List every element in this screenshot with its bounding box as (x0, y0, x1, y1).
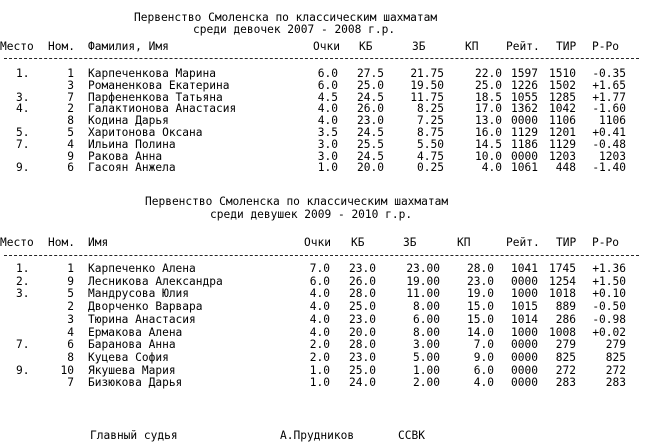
cell-name: Карпеченко Алена (88, 262, 196, 275)
cell-tir: 1510 (549, 67, 576, 80)
cell-points: 3.0 (317, 149, 338, 163)
cell-zb: 5.50 (417, 137, 444, 151)
cell-rro: -0.98 (592, 312, 626, 326)
cell-num: 5 (67, 287, 74, 301)
header-place: Место (0, 40, 34, 53)
cell-rating: 1014 (511, 312, 538, 326)
cell-tir: 1106 (549, 114, 576, 128)
cell-kp: 4.0 (481, 161, 502, 175)
cell-rro: +1.36 (592, 262, 626, 275)
cell-num: 8 (67, 114, 74, 128)
cell-points: 4.0 (309, 287, 330, 301)
table2-divider (4, 255, 639, 256)
cell-rro: 1106 (599, 114, 626, 128)
cell-kp: 10.0 (475, 149, 502, 163)
cell-name: Дворченко Варвара (88, 300, 203, 314)
cell-place: 1. (16, 67, 30, 80)
cell-num: 10 (60, 363, 74, 377)
cell-rating: 0000 (511, 338, 538, 352)
cell-num: 7 (67, 90, 74, 104)
cell-num: 6 (67, 338, 74, 352)
cell-rating: 0000 (511, 114, 538, 128)
cell-points: 4.0 (309, 312, 330, 326)
cell-place: 9. (16, 363, 30, 377)
cell-zb: 5.00 (413, 350, 440, 364)
cell-rro: -0.35 (592, 67, 626, 80)
header-zb: ЗБ (403, 236, 417, 249)
cell-zb: 23.00 (406, 262, 440, 275)
cell-num: 2 (67, 102, 74, 116)
cell-tir: 1745 (549, 262, 576, 275)
cell-zb: 0.25 (417, 161, 444, 175)
cell-rating: 1129 (511, 126, 538, 139)
cell-kb: 26.0 (357, 102, 384, 116)
cell-name: Парфененкова Татьяна (88, 90, 223, 104)
cell-kp: 15.0 (467, 312, 494, 326)
cell-zb: 3.00 (413, 338, 440, 352)
cell-points: 1.0 (309, 376, 330, 390)
cell-name: Ермакова Алена (88, 325, 183, 339)
cell-kp: 14.5 (475, 137, 502, 151)
cell-name: Мандрусова Юлия (88, 287, 190, 301)
cell-tir: 1254 (549, 274, 576, 288)
cell-rating: 1041 (511, 262, 538, 275)
cell-num: 9 (67, 274, 74, 288)
table1-divider (4, 58, 639, 59)
cell-num: 1 (67, 67, 74, 80)
cell-points: 6.0 (317, 78, 338, 92)
cell-zb: 19.00 (406, 274, 440, 288)
cell-zb: 6.00 (413, 312, 440, 326)
cell-kb: 25.0 (349, 300, 376, 314)
cell-kb: 23.0 (349, 262, 376, 275)
cell-zb: 19.50 (410, 78, 444, 92)
header-kb: КБ (359, 40, 373, 53)
cell-kp: 16.0 (475, 126, 502, 139)
cell-name: Ракова Анна (88, 149, 163, 163)
cell-name: Лесникова Александра (88, 274, 223, 288)
cell-place: 2. (16, 274, 30, 288)
cell-num: 6 (67, 161, 74, 175)
table-row (0, 126, 647, 137)
cell-rating: 1186 (511, 137, 538, 151)
cell-points: 4.0 (309, 300, 330, 314)
table2-title-line2: среди девушек 2009 - 2010 г.р. (210, 208, 413, 221)
cell-tir: 1285 (549, 90, 576, 104)
cell-points: 4.0 (317, 102, 338, 116)
cell-kp: 15.0 (467, 300, 494, 314)
cell-rating: 1000 (511, 287, 538, 301)
cell-points: 3.0 (317, 137, 338, 151)
header-points: Очки (313, 40, 340, 53)
cell-zb: 8.25 (417, 102, 444, 116)
cell-rro: +1.77 (592, 90, 626, 104)
table-row (0, 161, 647, 175)
cell-zb: 11.00 (406, 287, 440, 301)
cell-num: 7 (67, 376, 74, 390)
cell-points: 4.5 (317, 90, 338, 104)
cell-place: 1. (16, 262, 30, 275)
cell-num: 4 (67, 325, 74, 339)
cell-kp: 14.0 (467, 325, 494, 339)
cell-kb: 28.0 (349, 338, 376, 352)
cell-rro: 825 (605, 350, 626, 364)
cell-tir: 825 (555, 350, 576, 364)
table-row (0, 300, 647, 314)
cell-num: 3 (67, 312, 74, 326)
cell-kb: 24.5 (357, 90, 384, 104)
cell-kp: 9.0 (473, 350, 494, 364)
cell-zb: 8.00 (413, 300, 440, 314)
header-points: Очки (304, 236, 331, 249)
cell-tir: 1008 (549, 325, 576, 339)
cell-kb: 25.5 (357, 137, 384, 151)
footer-judge-label: Главный судья (90, 429, 178, 442)
header-rating: Рейт. (506, 236, 540, 249)
cell-kb: 23.0 (349, 350, 376, 364)
table-row (0, 338, 647, 352)
cell-kp: 7.0 (473, 338, 494, 352)
cell-kb: 23.0 (349, 312, 376, 326)
cell-rating: 0000 (511, 363, 538, 377)
cell-rating: 1000 (511, 325, 538, 339)
table-row (0, 262, 647, 273)
footer-judge-name: А.Прудников (280, 429, 355, 442)
cell-tir: 1018 (549, 287, 576, 301)
cell-place: 4. (16, 102, 30, 116)
table-row (0, 102, 647, 116)
cell-name: Галактионова Анастасия (88, 102, 237, 116)
cell-rro: +1.65 (592, 78, 626, 92)
header-name: Фамилия, Имя (88, 40, 169, 53)
cell-name: Бизюкова Дарья (88, 376, 183, 390)
header-zb: ЗБ (412, 40, 426, 53)
cell-kp: 13.0 (475, 114, 502, 128)
cell-rro: +0.10 (592, 287, 626, 301)
cell-points: 7.0 (309, 262, 330, 275)
cell-name: Карпеченкова Марина (88, 67, 216, 80)
cell-tir: 1203 (549, 149, 576, 163)
cell-num: 5 (67, 126, 74, 139)
cell-zb: 8.75 (417, 126, 444, 139)
cell-rro: 1203 (599, 149, 626, 163)
header-place: Место (0, 236, 34, 249)
cell-place: 3. (16, 287, 30, 301)
cell-points: 1.0 (317, 161, 338, 175)
cell-place: 7. (16, 137, 30, 151)
cell-kb: 24.5 (357, 126, 384, 139)
cell-rro: 279 (605, 338, 626, 352)
cell-points: 4.0 (309, 325, 330, 339)
table-row (0, 138, 647, 149)
cell-rro: +0.02 (592, 325, 626, 339)
cell-kb: 28.0 (349, 287, 376, 301)
table-row (0, 364, 647, 375)
table-row (0, 79, 647, 90)
table2-title-line1: Первенство Смоленска по классическим шахматам (145, 195, 449, 208)
cell-points: 2.0 (309, 338, 330, 352)
cell-place: 5. (16, 126, 30, 139)
cell-rating: 0000 (511, 149, 538, 163)
cell-rating: 1061 (511, 161, 538, 175)
cell-zb: 21.75 (410, 67, 444, 80)
cell-rating: 1597 (511, 67, 538, 80)
cell-rro: -0.50 (592, 300, 626, 314)
table2-header-row (0, 236, 647, 247)
table-row (0, 287, 647, 301)
cell-place: 9. (16, 161, 30, 175)
cell-points: 4.0 (317, 114, 338, 128)
cell-name: Куцева София (88, 350, 169, 364)
cell-rro: 283 (605, 376, 626, 390)
header-num: Ном. (48, 236, 75, 249)
cell-rating: 0000 (511, 274, 538, 288)
table-row (0, 91, 647, 102)
cell-rating: 1015 (511, 300, 538, 314)
header-name: Имя (88, 236, 109, 249)
cell-name: Кодина Дарья (88, 114, 169, 128)
cell-place: 3. (16, 90, 30, 104)
table-row (0, 275, 647, 286)
cell-kb: 24.5 (357, 149, 384, 163)
cell-tir: 1129 (549, 137, 576, 151)
cell-rating: 1055 (511, 90, 538, 104)
table1-title-line2: среди девочек 2007 - 2008 г.р. (193, 23, 396, 36)
cell-points: 6.0 (317, 67, 338, 80)
cell-kp: 22.0 (475, 67, 502, 80)
cell-tir: 448 (555, 161, 576, 175)
cell-tir: 279 (555, 338, 576, 352)
cell-tir: 1201 (549, 126, 576, 139)
cell-rro: +1.50 (592, 274, 626, 288)
cell-num: 4 (67, 137, 74, 151)
cell-tir: 889 (555, 300, 576, 314)
cell-zb: 2.00 (413, 376, 440, 390)
cell-kb: 20.0 (349, 325, 376, 339)
cell-rro: -1.40 (592, 161, 626, 175)
header-kp: КП (457, 236, 471, 249)
header-kb: КБ (351, 236, 365, 249)
cell-kp: 17.0 (475, 102, 502, 116)
cell-num: 3 (67, 78, 74, 92)
cell-name: Харитонова Оксана (88, 126, 203, 139)
table-row (0, 326, 647, 337)
cell-place: 7. (16, 338, 30, 352)
cell-tir: 1042 (549, 102, 576, 116)
cell-rating: 0000 (511, 350, 538, 364)
cell-num: 2 (67, 300, 74, 314)
header-num: Ном. (48, 40, 75, 53)
table-row (0, 114, 647, 128)
cell-rating: 0000 (511, 376, 538, 390)
cell-name: Ильина Полина (88, 137, 176, 151)
cell-points: 2.0 (309, 350, 330, 364)
cell-rro: -1.60 (592, 102, 626, 116)
cell-name: Гасоян Анжела (88, 161, 176, 175)
cell-kp: 18.5 (475, 90, 502, 104)
table1-title-line1: Первенство Смоленска по классическим шахматам (134, 11, 438, 24)
cell-rro: +0.41 (592, 126, 626, 139)
cell-tir: 283 (555, 376, 576, 390)
cell-zb: 1.00 (413, 363, 440, 377)
cell-zb: 8.00 (413, 325, 440, 339)
footer-judge-category: ССВК (398, 429, 425, 442)
cell-rating: 1226 (511, 78, 538, 92)
cell-kb: 20.0 (357, 161, 384, 175)
cell-zb: 4.75 (417, 149, 444, 163)
table-row (0, 376, 647, 390)
cell-kp: 25.0 (475, 78, 502, 92)
cell-name: Баранова Анна (88, 338, 176, 352)
cell-kp: 6.0 (473, 363, 494, 377)
table-row (0, 351, 647, 362)
cell-tir: 272 (555, 363, 576, 377)
cell-name: Романенкова Екатерина (88, 78, 230, 92)
cell-kb: 25.0 (349, 363, 376, 377)
header-rro: Р-Ро (592, 40, 619, 53)
cell-num: 8 (67, 350, 74, 364)
cell-tir: 286 (555, 312, 576, 326)
cell-points: 3.5 (317, 126, 338, 139)
cell-rro: 272 (605, 363, 626, 377)
table1-header-row (0, 40, 647, 51)
cell-name: Якушева Мария (88, 363, 176, 377)
cell-rating: 1362 (511, 102, 538, 116)
cell-kp: 19.0 (467, 287, 494, 301)
cell-rro: -0.48 (592, 137, 626, 151)
header-tir: ТИР (556, 236, 577, 249)
header-rating: Рейт. (506, 40, 540, 53)
cell-kp: 23.0 (467, 274, 494, 288)
cell-kp: 4.0 (473, 376, 494, 390)
header-kp: КП (465, 40, 479, 53)
cell-kb: 24.0 (349, 376, 376, 390)
table-row (0, 313, 647, 324)
table-row (0, 150, 647, 161)
cell-kb: 26.0 (349, 274, 376, 288)
cell-kb: 25.0 (357, 78, 384, 92)
cell-kb: 23.0 (357, 114, 384, 128)
cell-points: 1.0 (309, 363, 330, 377)
cell-num: 9 (67, 149, 74, 163)
cell-kb: 27.5 (357, 67, 384, 80)
header-tir: ТИР (556, 40, 577, 53)
cell-name: Тюрина Анастасия (88, 312, 196, 326)
cell-tir: 1502 (549, 78, 576, 92)
cell-num: 1 (67, 262, 74, 275)
header-rro: Р-Ро (592, 236, 619, 249)
cell-points: 6.0 (309, 274, 330, 288)
cell-zb: 7.25 (417, 114, 444, 128)
table-row (0, 67, 647, 78)
cell-zb: 11.75 (410, 90, 444, 104)
cell-kp: 28.0 (467, 262, 494, 275)
